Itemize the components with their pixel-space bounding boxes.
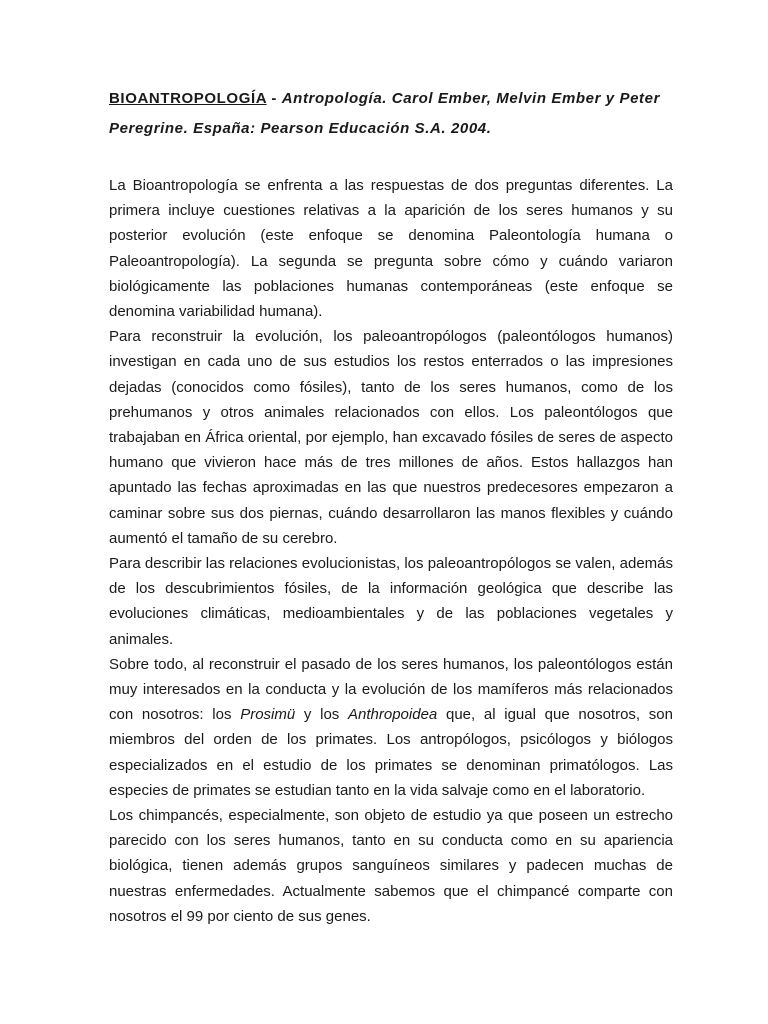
paragraph-primates-text: y los [295, 706, 349, 724]
document-heading [109, 84, 673, 144]
paragraph-relations: Para describir las relaciones evolucionistas, los paleoantropólogos se valen, además de los descubrimientos fósiles, de la información geológica que describe las evoluciones climáticas, medioambientales y de las poblaciones vegetales y animales. [109, 555, 673, 648]
paragraph-primates-text: que, al igual que nosotros, son miembros del orden de los primates. Los antropólogos, psicólogos y biólogos especializados en el estudio de los primates se denominan primatólogos. Las especies de primates se estudian tanto en la vida salvaje como en el laboratorio. [109, 706, 673, 799]
document-body [109, 173, 673, 929]
document-title: BIOANTROPOLOGÍA [109, 90, 267, 107]
paragraph-primates-text: Sobre todo, al reconstruir el pasado de los seres humanos, los paleontólogos están muy interesados en la conducta y la evolución de los mamíferos más relacionados con nosotros: los [109, 655, 673, 724]
heading-separator: - [266, 90, 282, 107]
paragraph-primates [109, 652, 673, 803]
paragraph-chimpanzees: Los chimpancés, especialmente, son objeto de estudio ya que poseen un estrecho parecido con los seres humanos, tanto en su conducta como en su apariencia biológica, tienen además grupos sanguíneos similares y padecen muchas de nuestras enfermedades. Actualmente sabemos que el chimpancé comparte con nosotros el 99 por ciento de sus genes. [109, 807, 673, 925]
paragraph-definition: La Bioantropología se enfrenta a las respuestas de dos preguntas diferentes. La primera incluye cuestiones relativas a la aparición de los seres humanos y su posterior evolución (este enfoque se denomina Paleontología humana o Paleoantropología). La segunda se pregunta sobre cómo y cuándo variaron biológicamente las poblaciones humanas contemporáneas (este enfoque se denomina variabilidad humana). [109, 177, 673, 321]
paragraph-reconstruction: Para reconstruir la evolución, los paleoantropólogos (paleontólogos humanos) investigan en cada uno de sus estudios los restos enterrados o las impresiones dejadas (conocidos como fósiles), tanto de los seres humanos, como de los prehumanos y otros animales relacionados con ellos. Los paleontólogos que trabajaban en África oriental, por ejemplo, han excavado fósiles de seres de aspecto humano que vivieron hace más de tres millones de años. Estos hallazgos han apuntado las fechas aproximadas en las que nuestros predecesores empezaron a caminar sobre sus dos piernas, cuándo desarrollaron las manos flexibles y cuándo aumentó el tamaño de su cerebro. [109, 328, 673, 547]
bibliographic-reference: Antropología. Carol Ember, Melvin Ember y Peter Peregrine. España: Pearson Educación S.A. 2004. [109, 90, 661, 137]
term-anthropoidea: Anthropoidea [348, 706, 438, 724]
term-prosimii: Prosimü [240, 706, 296, 724]
